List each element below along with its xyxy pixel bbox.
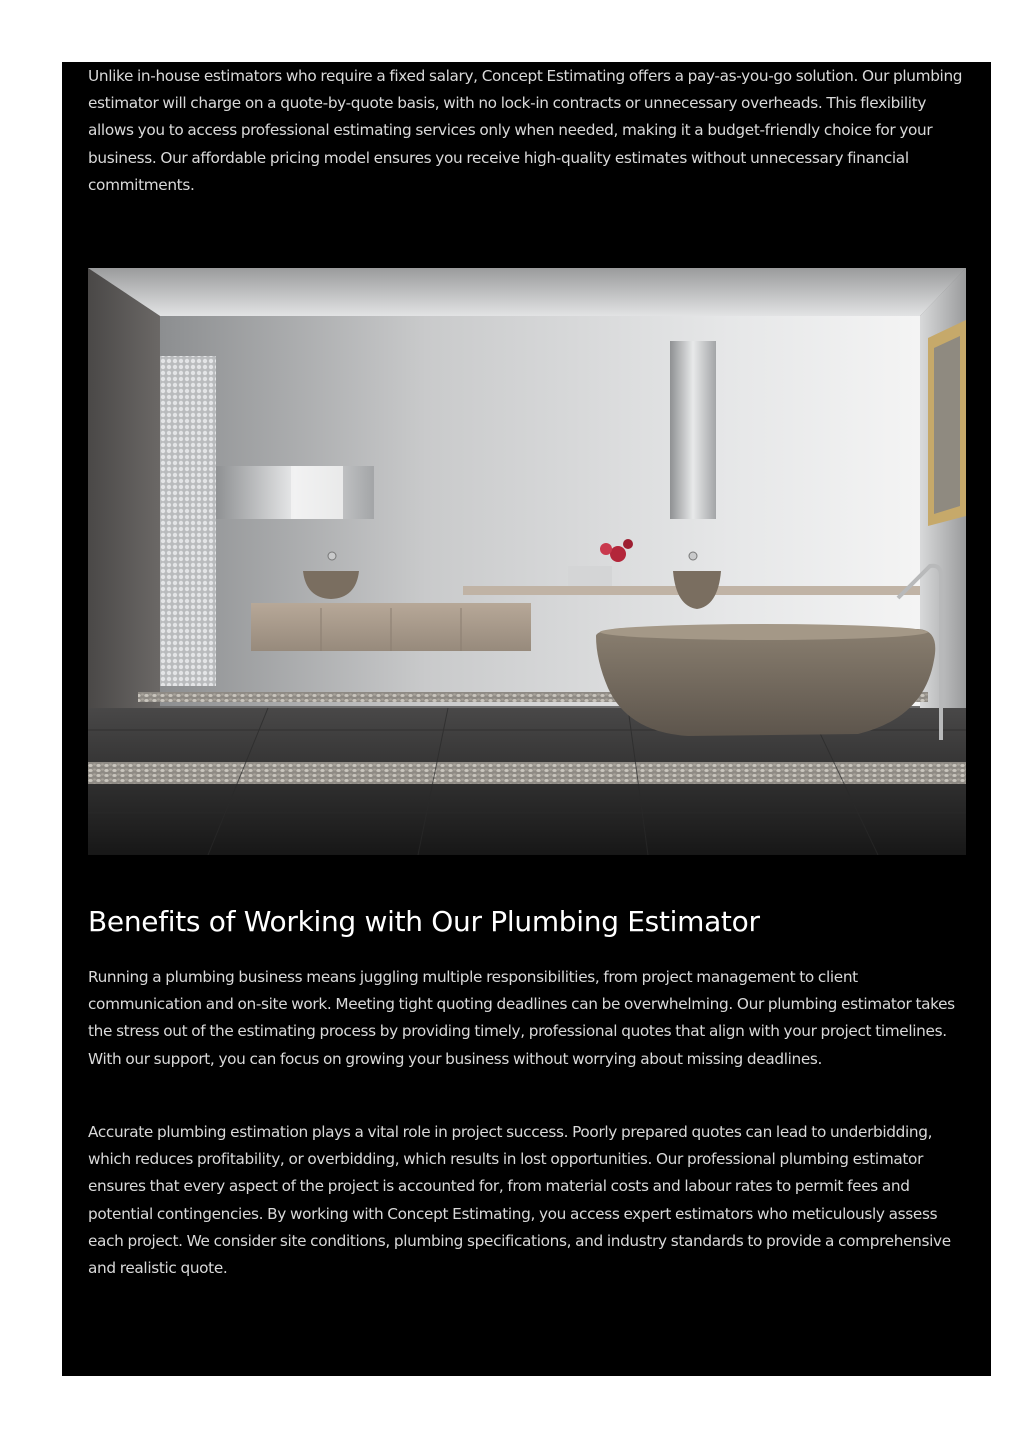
- right-mirror: [670, 341, 716, 519]
- content-panel: [62, 62, 991, 1376]
- ceiling: [88, 268, 966, 316]
- benefits-paragraph-2: Accurate plumbing estimation plays a vital role in project success. Poorly prepared quotes can lead to underbidding, which reduces profitability, or overbidding, which results in lost opportunities. Our professional plumbing estimator ensures that every aspect of the project is accounted for, from material costs and labour rates to permit fees and potential contingencies. By working with Concept Estimating, you access expert estimators who meticulously assess each project. We consider site conditions, plumbing specifications, and industry standards to provide a comprehensive and realistic quote.: [88, 1123, 951, 1278]
- pebble-strip-front: [88, 762, 966, 784]
- benefits-paragraph-1: Running a plumbing business means juggling multiple responsibilities, from project management to client communication and on-site work. Meeting tight quoting deadlines can be overwhelming. Our plumbing estimator takes the stress out of the estimating process by providing timely, professional quotes that align with your project timelines. With our support, you can focus on growing your business without worrying about missing deadlines.: [88, 968, 955, 1068]
- vase: [568, 566, 612, 586]
- mosaic-column: [160, 356, 216, 686]
- bathtub: [596, 627, 935, 736]
- benefits-heading: Benefits of Working with Our Plumbing Estimator: [88, 905, 760, 938]
- intro-paragraph: Unlike in-house estimators who require a fixed salary, Concept Estimating offers a pay-as-you-go solution. Our plumbing estimator will charge on a quote-by-quote basis, with no lock-in contracts or unnecessary overheads. This flexibility allows you to access professional estimating services only when needed, making it a budget-friendly choice for your business. Our affordable pricing model ensures you receive high-quality estimates without unnecessary financial commitments.: [88, 67, 963, 194]
- bathroom-photo: [88, 268, 966, 855]
